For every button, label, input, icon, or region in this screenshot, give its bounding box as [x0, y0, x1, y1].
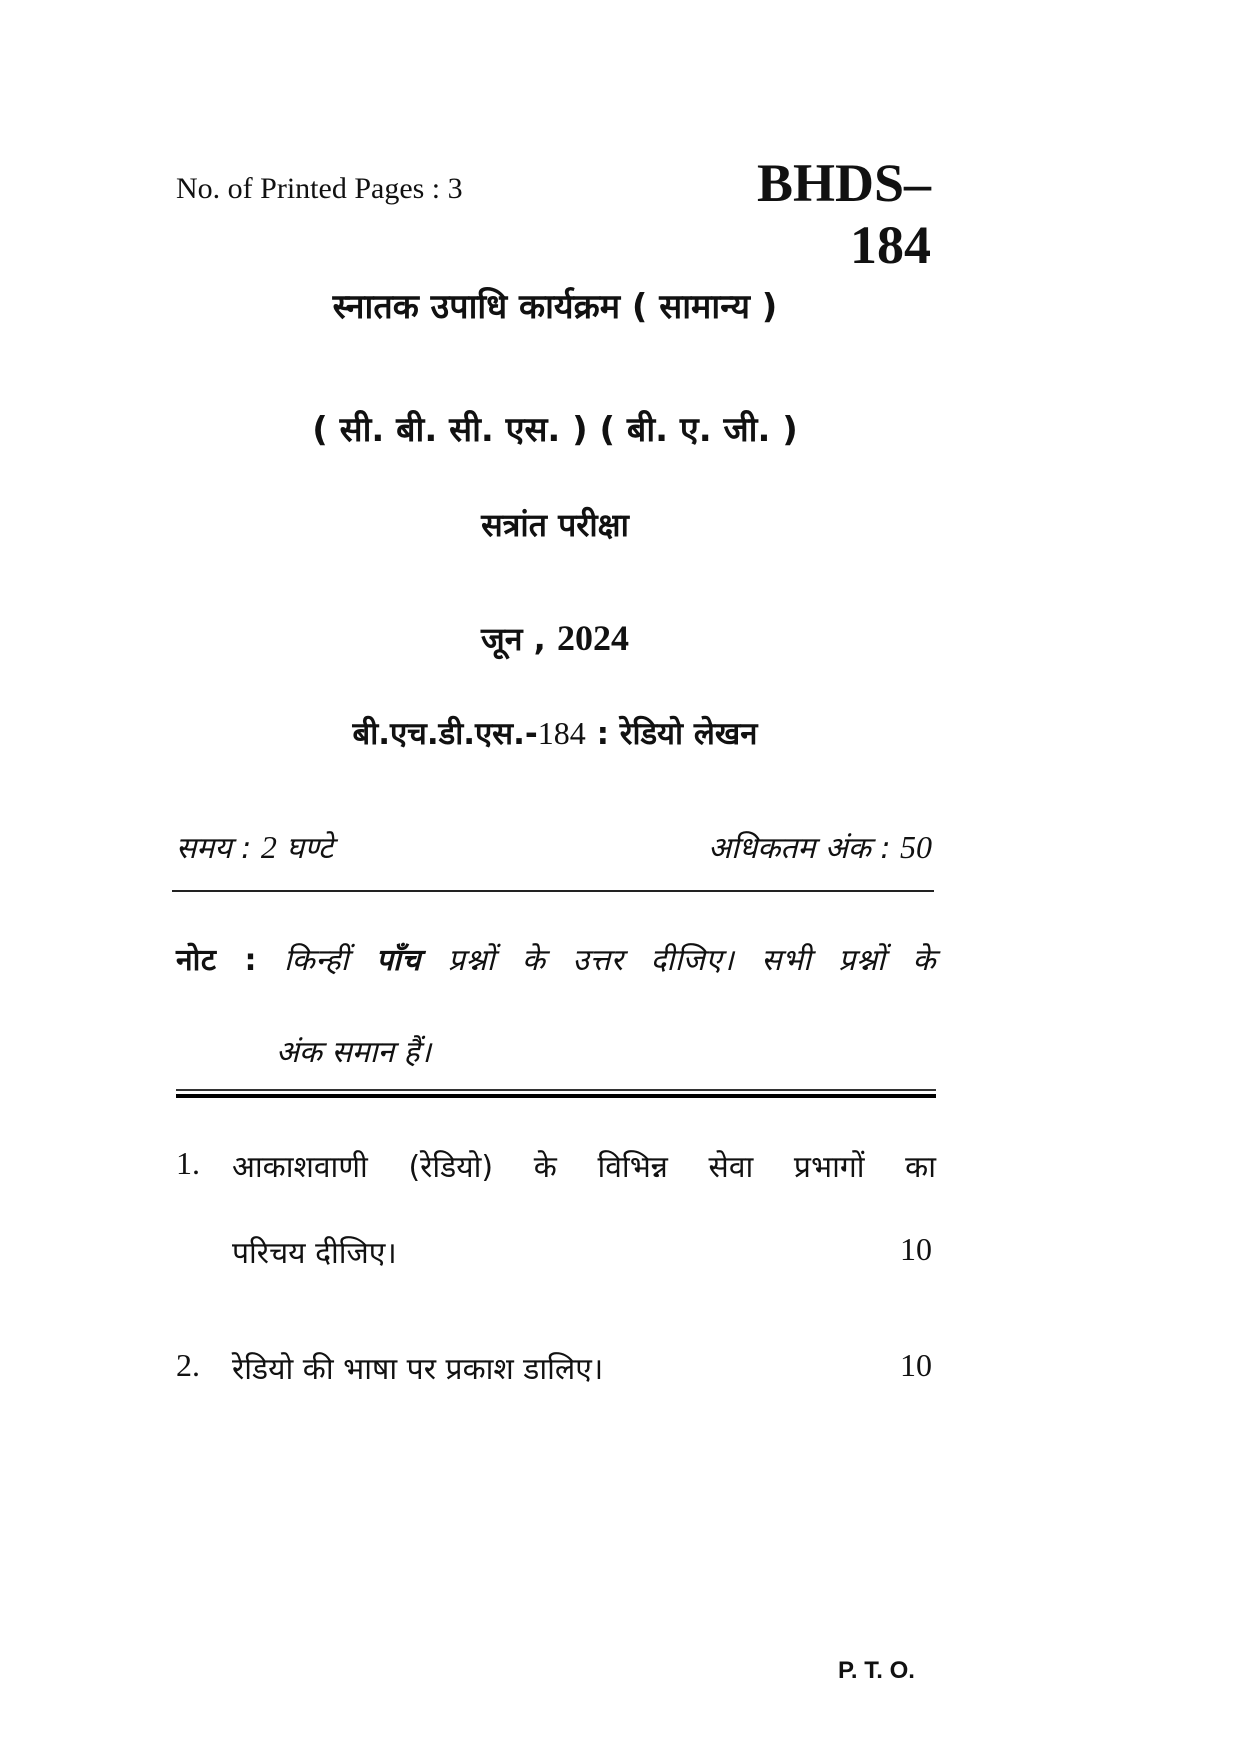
marks-value: 50: [900, 829, 932, 865]
question-marks: 10: [900, 1347, 932, 1383]
exam-title: सत्रांत परीक्षा: [481, 506, 629, 544]
note-label: नोट :: [176, 943, 257, 978]
session-year: 2024: [556, 618, 629, 658]
course-code-number: 184: [537, 715, 586, 751]
course-name: : रेडियो लेखन: [585, 716, 758, 752]
question-marks: 10: [900, 1231, 932, 1267]
question-2: [176, 1347, 936, 1391]
instructions-note: [176, 938, 936, 979]
note-text: किन्हीं: [256, 943, 377, 978]
maximum-marks: [600, 826, 932, 867]
time-label: समय :: [176, 831, 261, 866]
double-divider-thick: [176, 1094, 936, 1098]
question-number: 1.: [176, 1145, 200, 1181]
course-title: [0, 712, 1110, 754]
question-1: [176, 1145, 936, 1275]
instructions-note-line2: अंक समान हैं।: [276, 1035, 431, 1070]
note-text-continued: प्रश्नों के उत्तर दीजिए। सभी प्रश्नों के: [420, 943, 937, 978]
divider-line: [172, 890, 934, 892]
printed-pages-count: No. of Printed Pages : 3: [176, 172, 463, 205]
question-text: आकाशवाणी (रेडियो) के विभिन्न सेवा प्रभागों का: [232, 1150, 936, 1185]
please-turn-over: P. T. O.: [838, 1657, 915, 1684]
paper-code: BHDS–184: [756, 153, 931, 275]
question-text-continued: परिचय दीजिए।: [232, 1236, 397, 1271]
question-number: 2.: [176, 1347, 200, 1383]
time-allowed: [176, 826, 333, 867]
marks-label: अधिकतम अंक :: [708, 831, 900, 866]
time-unit: घण्टे: [276, 831, 334, 866]
question-text: रेडियो की भाषा पर प्रकाश डालिए।: [232, 1352, 604, 1387]
note-emphasis: पाँच: [376, 943, 421, 978]
scheme-title: ( सी. बी. सी. एस. ) ( बी. ए. जी. ): [312, 410, 798, 450]
course-code-prefix: बी.एच.डी.एस.-: [352, 716, 538, 752]
double-divider-thin: [176, 1089, 936, 1091]
programme-title: स्नातक उपाधि कार्यक्रम ( सामान्य ): [332, 287, 778, 327]
exam-session: [0, 617, 1110, 660]
time-value: 2: [260, 829, 277, 865]
session-month: जून ,: [481, 620, 546, 658]
